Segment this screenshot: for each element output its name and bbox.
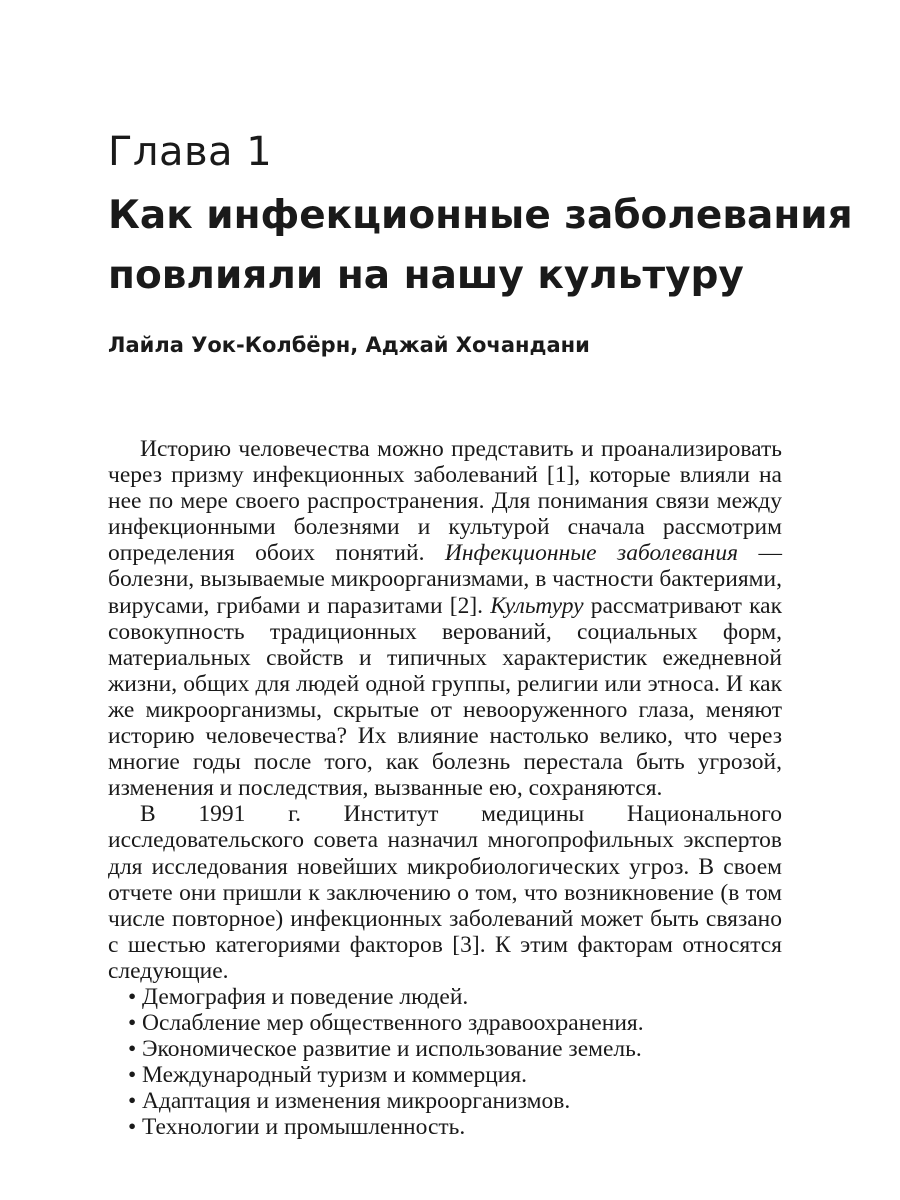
paragraph-1-part-b: — болезни, вызываемые микроорганизмами, в частности бактериями, вирусами, грибами и паразитами [2]. [108, 540, 783, 619]
paragraph-1 [108, 436, 782, 801]
paragraph-1-part-a: Историю человечества можно представить и проанализировать через призму инфекционных заболеваний [1], которые влияли на нее по мере своего распространения. Для понимания связи между инфекционными болезнями и культурой сначала рассмотрим определения обоих понятий. [108, 436, 782, 567]
chapter-title-line-1: Как инфекционные заболевания [108, 193, 853, 238]
list-item: • Адаптация и изменения микроорганизмов. [130, 1088, 782, 1114]
chapter-number: Глава 1 [108, 129, 273, 175]
body-text [108, 436, 782, 1141]
factor-list [108, 984, 782, 1141]
list-item: • Международный туризм и коммерция. [130, 1062, 782, 1088]
list-item: • Технологии и промышленность. [130, 1114, 782, 1140]
authors: Лайла Уок-Колбёрн, Аджай Хочандани [108, 333, 590, 357]
chapter-title [108, 186, 853, 306]
list-item: • Ослабление мер общественного здравоохранения. [130, 1010, 782, 1036]
paragraph-1-part-c: рассматривают как совокупность традиционных верований, социальных форм, материальных свойств и типичных характеристик ежедневной жизни, общих для людей одной группы, религии или этноса. И как же микроорганизмы, скрытые от невооруженного глаза, меняют историю человечества? Их влияние настолько велико, что через многие годы после того, как болезнь перестала быть угрозой, изменения и последствия, вызванные ею, сохраняются. [108, 592, 782, 802]
paragraph-2: В 1991 г. Институт медицины Национального исследовательского совета назначил многопрофильных экспертов для исследования новейших микробиологических угроз. В своем отчете они пришли к заключению о том, что возникновение (в том числе повторное) инфекционных заболеваний может быть связано с шестью категориями факторов [3]. К этим факторам относятся следующие. [108, 801, 782, 984]
term-infectious-diseases: Инфекционные заболевания [444, 540, 739, 567]
list-item: • Экономическое развитие и использование земель. [130, 1036, 782, 1062]
chapter-title-line-2: повлияли на нашу культуру [108, 253, 744, 298]
term-culture: Культуру [490, 592, 584, 619]
list-item: • Демография и поведение людей. [130, 984, 782, 1010]
